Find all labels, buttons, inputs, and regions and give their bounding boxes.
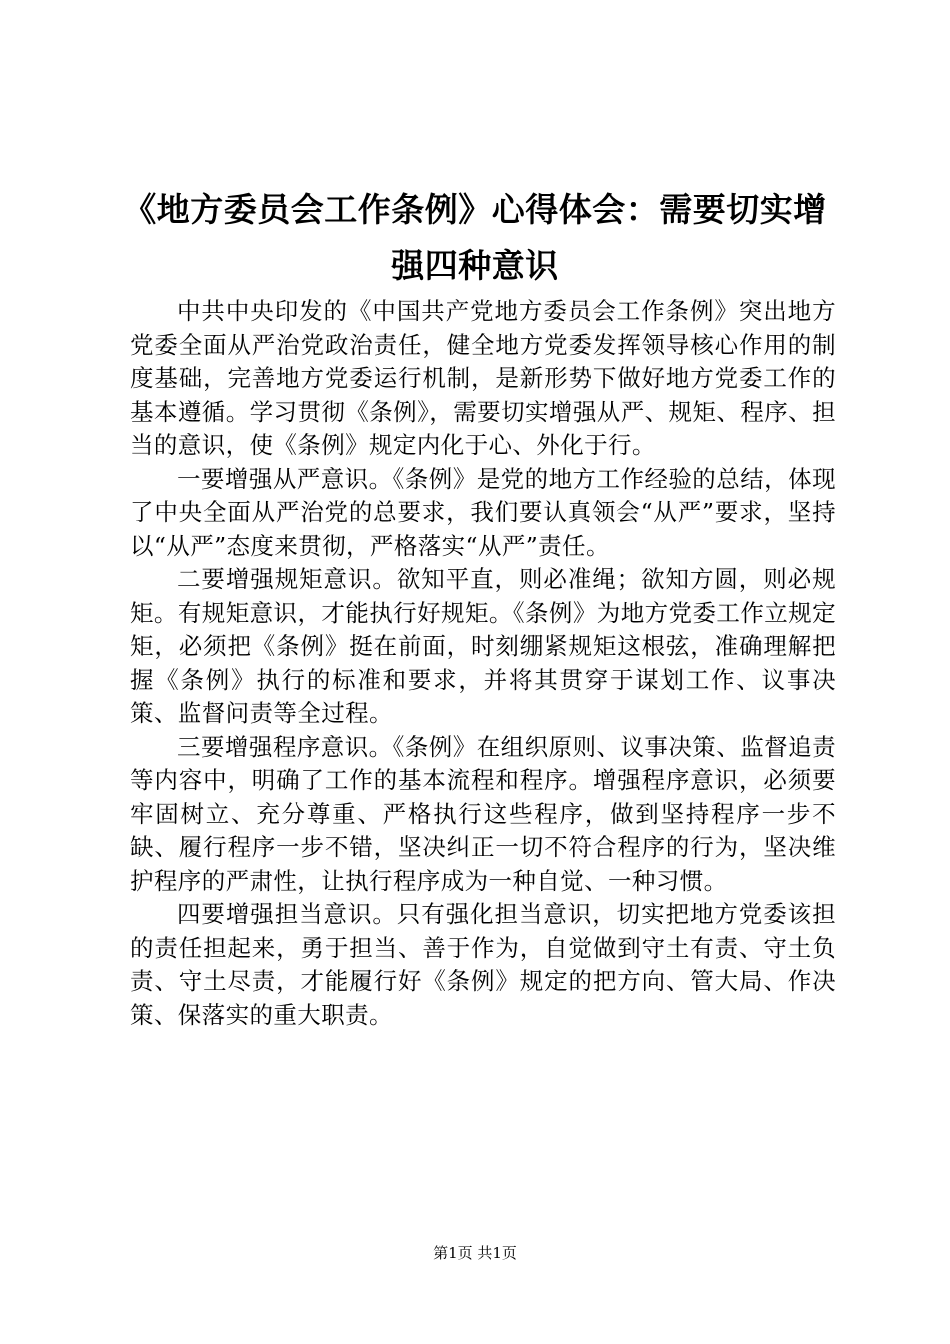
paragraph-procedure-awareness: 三要增强程序意识。《条例》在组织原则、议事决策、监督追责等内容中，明确了工作的基本流程和程序。增强程序意识，必须要牢固树立、充分尊重、严格执行这些程序，做到坚持程序一步不缺、履行程序一步不错，坚决纠正一切不符合程序的行为，坚决维护程序的严肃性，让执行程序成为一种自觉、一种习惯。 [130,732,836,895]
paragraph-strict-awareness: 一要增强从严意识。《条例》是党的地方工作经验的总结，体现了中央全面从严治党的总要求，我们要认真领会“从严”要求，坚持以“从严”态度来贯彻，严格落实“从严”责任。 [130,464,836,560]
document-title: 《地方委员会工作条例》心得体会：需要切实增强四种意识 [123,190,827,285]
page-number-footer: 第1页 共1页 [433,1244,517,1262]
paragraph-rules-awareness: 二要增强规矩意识。欲知平直，则必准绳；欲知方圆，则必规矩。有规矩意识，才能执行好规矩。《条例》为地方党委工作立规定矩，必须把《条例》挺在前面，时刻绷紧规矩这根弦，准确理解把握《条例》执行的标准和要求，并将其贯穿于谋划工作、议事决策、监督问责等全过程。 [130,565,836,727]
paragraph-intro: 中共中央印发的《中国共产党地方委员会工作条例》突出地方党委全面从严治党政治责任，健全地方党委发挥领导核心作用的制度基础，完善地方党委运行机制，是新形势下做好地方党委工作的基本遵循。学习贯彻《条例》，需要切实增强从严、规矩、程序、担当的意识，使《条例》规定内化于心、外化于行。 [130,297,836,459]
document-body [130,295,836,1032]
paragraph-responsibility-awareness: 四要增强担当意识。只有强化担当意识，切实把地方党委该担的责任担起来，勇于担当、善于作为，自觉做到守土有责、守土负责、守土尽责，才能履行好《条例》规定的把方向、管大局、作决策、保落实的重大职责。 [130,900,836,1029]
